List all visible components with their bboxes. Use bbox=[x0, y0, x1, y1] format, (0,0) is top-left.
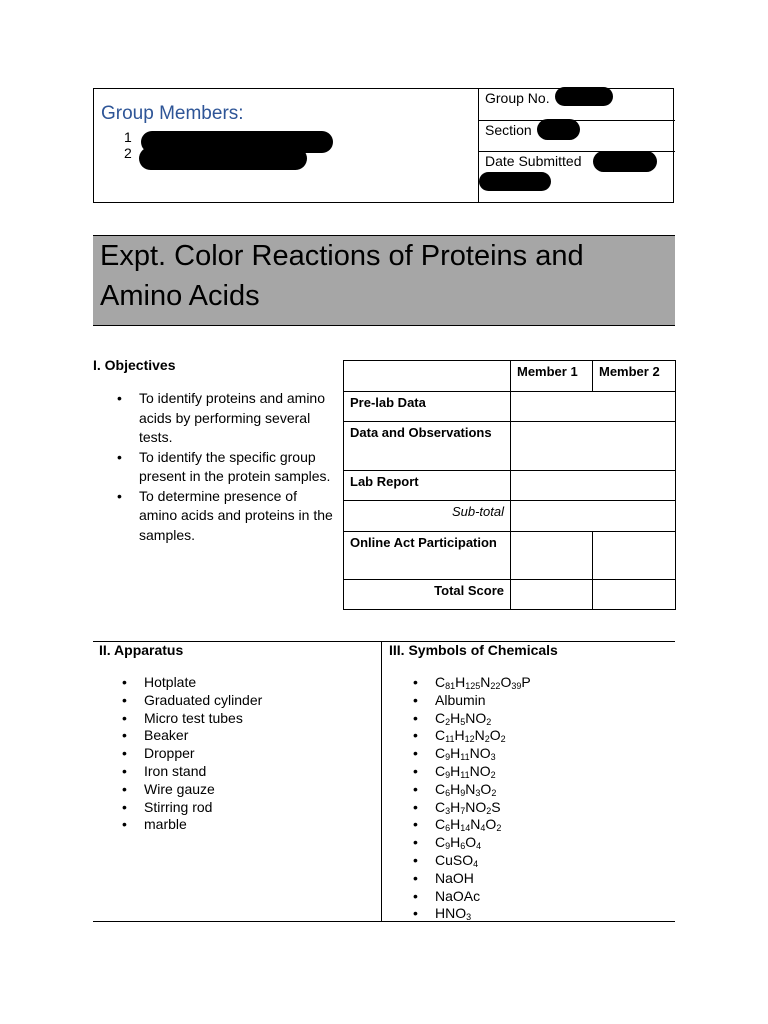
list-item: • $C_2H_5NO_2$ bbox=[413, 710, 531, 728]
objectives-heading: I. Objectives bbox=[93, 357, 176, 373]
chemicals-list bbox=[413, 674, 531, 923]
column-divider bbox=[381, 642, 382, 921]
list-item: • To determine presence of amino acids and proteins in the samples. bbox=[117, 487, 335, 546]
group-info-box bbox=[93, 88, 674, 203]
list-item: • $C_6H_9N_3O_2$ bbox=[413, 781, 531, 799]
list-item: • $C_9H_{11}NO_3$ bbox=[413, 745, 531, 763]
list-item: • $C_{81}H_{125}N_{22}O_{39}P$ bbox=[413, 674, 531, 692]
row-label-subtotal: Sub-total bbox=[344, 501, 511, 532]
row-label-lab-report: Lab Report bbox=[344, 471, 511, 501]
list-item: • NaOH bbox=[413, 870, 531, 888]
objectives-list bbox=[117, 389, 335, 545]
row-label-online-act: Online Act Participation bbox=[344, 532, 511, 580]
section-label: Section bbox=[485, 122, 532, 138]
list-item: • Hotplate bbox=[122, 674, 262, 692]
score-cell[interactable] bbox=[511, 532, 593, 580]
group-details-column bbox=[478, 89, 675, 202]
list-item: • Micro test tubes bbox=[122, 710, 262, 728]
redaction-section bbox=[537, 119, 580, 140]
score-table-corner bbox=[344, 361, 511, 392]
list-item: • To identify proteins and amino acids by performing several tests. bbox=[117, 389, 335, 448]
row-label-total-score: Total Score bbox=[344, 580, 511, 610]
score-cell[interactable] bbox=[511, 471, 676, 501]
list-item: • $C_{11}H_{12}N_2O_2$ bbox=[413, 727, 531, 745]
column-header-member-1: Member 1 bbox=[511, 361, 593, 392]
chemicals-heading: III. Symbols of Chemicals bbox=[389, 642, 558, 658]
score-cell[interactable] bbox=[511, 422, 676, 471]
row-label-prelab: Pre-lab Data bbox=[344, 392, 511, 422]
score-cell[interactable] bbox=[511, 392, 676, 422]
member-number-1: 1 bbox=[124, 129, 132, 145]
list-item: • $C_9H_6O_4$ bbox=[413, 834, 531, 852]
redaction-date-1 bbox=[593, 151, 657, 172]
apparatus-chemicals-table bbox=[93, 641, 675, 922]
group-no-label: Group No. bbox=[485, 90, 550, 106]
experiment-title: Expt. Color Reactions of Proteins and Amino Acids bbox=[93, 235, 675, 326]
list-item: • Beaker bbox=[122, 727, 262, 745]
score-cell[interactable] bbox=[511, 501, 676, 532]
apparatus-list bbox=[122, 674, 262, 834]
redaction-date-2 bbox=[479, 172, 551, 191]
list-item: • $C_6H_{14}N_4O_2$ bbox=[413, 816, 531, 834]
list-item: • $HNO_3$ bbox=[413, 905, 531, 923]
list-item: • Albumin bbox=[413, 692, 531, 710]
redaction-member-2 bbox=[139, 147, 307, 170]
group-members-label: Group Members: bbox=[101, 103, 244, 124]
list-item: • Graduated cylinder bbox=[122, 692, 262, 710]
list-item: • $C_3H_7NO_2S$ bbox=[413, 799, 531, 817]
list-item: • $C_9H_{11}NO_2$ bbox=[413, 763, 531, 781]
apparatus-heading: II. Apparatus bbox=[99, 642, 184, 658]
member-number-2: 2 bbox=[124, 145, 132, 161]
list-item: • Iron stand bbox=[122, 763, 262, 781]
list-item: • Wire gauze bbox=[122, 781, 262, 799]
column-header-member-2: Member 2 bbox=[593, 361, 676, 392]
date-submitted-label: Date Submitted bbox=[485, 153, 582, 169]
list-item: • Stirring rod bbox=[122, 799, 262, 817]
redaction-group-no bbox=[555, 87, 613, 106]
list-item: • To identify the specific group present in the protein samples. bbox=[117, 448, 335, 487]
score-cell[interactable] bbox=[593, 580, 676, 610]
list-item: • CuSO$_4$ bbox=[413, 852, 531, 870]
list-item: • Dropper bbox=[122, 745, 262, 763]
score-cell[interactable] bbox=[511, 580, 593, 610]
list-item: • marble bbox=[122, 816, 262, 834]
score-table bbox=[343, 360, 676, 610]
list-item: • NaOAc bbox=[413, 888, 531, 906]
row-label-data-observations: Data and Observations bbox=[344, 422, 511, 471]
score-cell[interactable] bbox=[593, 532, 676, 580]
